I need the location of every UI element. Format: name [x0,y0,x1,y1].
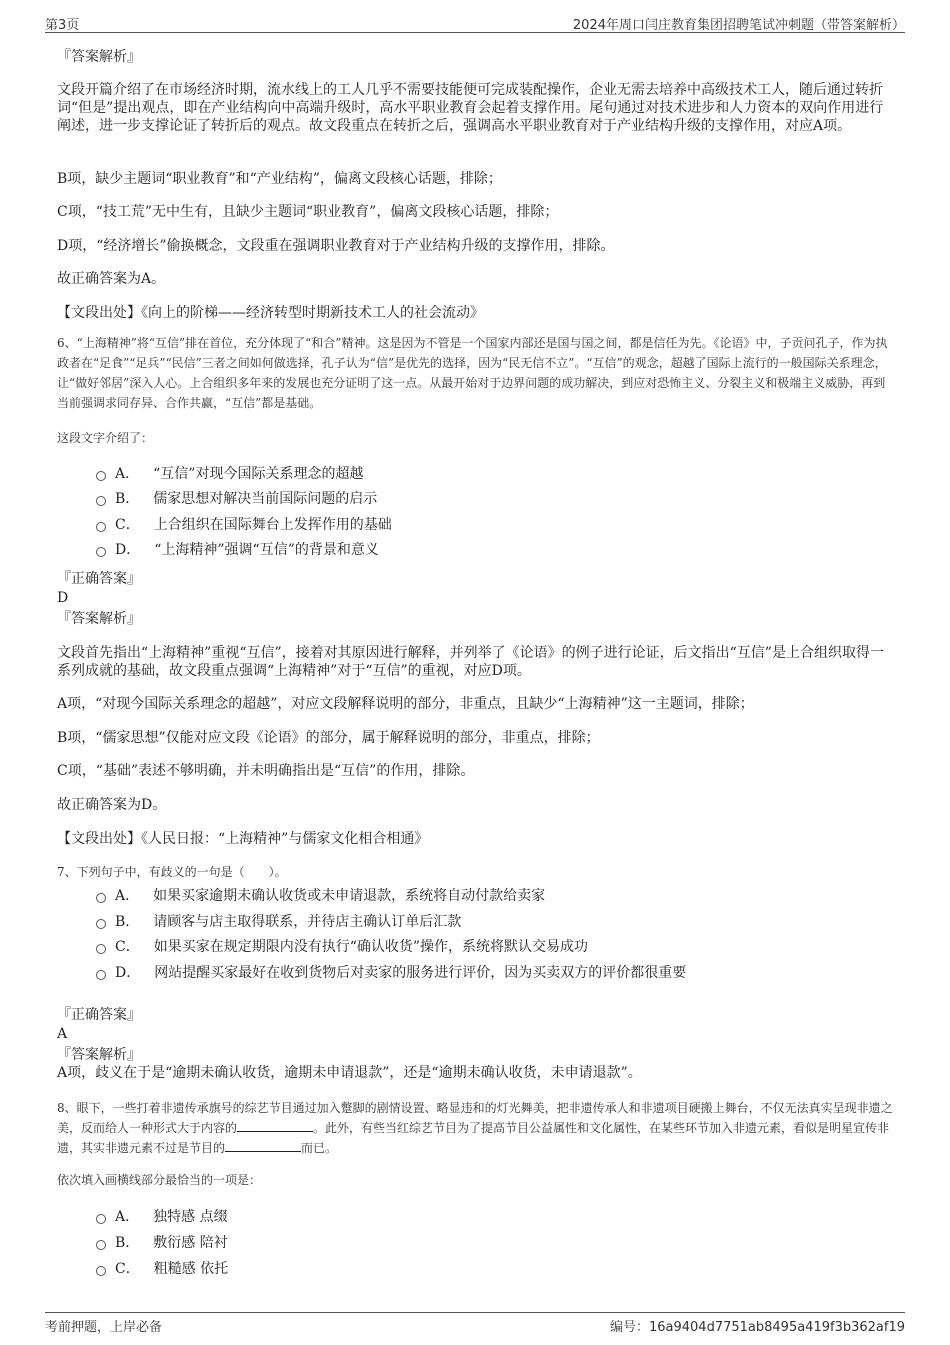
q7-option-d[interactable]: D． 网站提醒买家最好在收到货物后对卖家的服务进行评价，因为买卖双方的评价都很重要 [96,964,686,982]
q5-analysis-d: D项，“经济增长”偷换概念，文段重在强调职业教育对于产业结构升级的支撑作用，排除。 [57,238,615,254]
q7-analysis: A项，歧义在于是“逾期未确认收货，逾期未申请退款”，还是“逾期未确认收货，未申请退款”。 [57,1065,642,1081]
q7-answer-tag: 『正确答案』 [57,1007,141,1023]
q6-option-c[interactable]: C． 上合组织在国际舞台上发挥作用的基础 [96,516,392,534]
q6-analysis-tag: 『答案解析』 [57,611,141,627]
q7-option-b[interactable]: B． 请顾客与店主取得联系，并待店主确认订单后汇款 [96,913,461,931]
page-header [45,12,905,33]
q8-option-c[interactable]: C． 粗糙感 依托 [96,1260,228,1278]
fill-blank-1[interactable] [237,1119,313,1132]
document-id: 编号：16a9404d7751ab8495a419f3b362af19 [609,1320,905,1335]
radio-icon[interactable] [96,919,106,929]
q6-option-b[interactable]: B． 儒家思想对解决当前国际问题的启示 [96,490,377,508]
q6-answer-tag: 『正确答案』 [57,571,141,587]
q6-analysis-b: B项，“儒家思想”仅能对应文段《论语》的部分，属于解释说明的部分，非重点，排除； [57,730,600,746]
q7-stem: 7、下列句子中，有歧义的一句是（ ）。 [57,865,287,879]
q6-prompt: 这段文字介绍了： [57,431,154,445]
q7-option-c[interactable]: C． 如果买家在规定期限内没有执行“确认收货”操作，系统将默认交易成功 [96,938,588,956]
radio-icon[interactable] [96,496,106,506]
page-footer [45,1312,905,1333]
q6-analysis-para: 文段首先指出“上海精神”重视“互信”，接着对其原因进行解释，并列举了《论语》的例子进行论证，后文指出“互信”是上合组织取得一系列成就的基础，故文段重点强调“上海精神”对于“互信”的重视，对应D项。 [57,645,884,679]
q8-stem: 8、眼下，一些打着非遗传承旗号的综艺节目通过加入蹩脚的剧情设置、略显违和的灯光舞美，把非遗传承人和非遗项目硬搬上舞台，不仅无法真实呈现非遗之美，反而给人一种形式大于内容的 。此外，有些当红综艺节目为了提高节目公益属性和文化属性，在某些环节加入非遗元素，看似是明星宣传非遗，其实非遗元素不过是节目的 而已。 [57,1101,893,1155]
q6-source: 【文段出处】《人民日报：“上海精神”与儒家文化相合相通》 [57,831,429,847]
q8-option-b[interactable]: B． 敷衍感 陪衬 [96,1234,228,1252]
q5-conclusion: 故正确答案为A。 [57,271,166,287]
q5-analysis-para: 文段开篇介绍了在市场经济时期，流水线上的工人几乎不需要技能便可完成装配操作，企业无需去培养中高级技术工人，随后通过转折词“但是”提出观点，即在产业结构向中高端升级时，高水平职业教育会起着支撑作用。尾句通过对技术进步和人力资本的双向作用进行阐述，进一步支撑论证了转折后的观点。故文段重点在转折之后，强调高水平职业教育对于产业结构升级的支撑作用，对应A项。 [57,82,884,134]
radio-icon[interactable] [96,522,106,532]
footer-slogan: 考前押题，上岸必备 [45,1320,163,1335]
q7-option-a[interactable]: A． 如果买家逾期未确认收货或未申请退款，系统将自动付款给卖家 [96,887,545,905]
radio-icon[interactable] [96,893,106,903]
q6-analysis-c: C项，“基础”表述不够明确，并未明确指出是“互信”的作用，排除。 [57,763,475,779]
radio-icon[interactable] [96,1266,106,1276]
q6-answer: D [57,590,69,606]
q5-analysis-c: C项，“技工荒”无中生有，且缺少主题词“职业教育”，偏离文段核心话题，排除； [57,204,559,220]
q6-option-d[interactable]: D． “上海精神”强调“互信”的背景和意义 [96,541,379,559]
q6-stem: 6、“上海精神”将“互信”排在首位，充分体现了“和合”精神。这是因为不管是一个国家内部还是国与国之间，都是信任为先。《论语》中，子贡问孔子，作为执政者在“足食”“足兵”“民信”三者之间如何做选择，孔子认为“信”是优先的选择，因为“民无信不立”。“互信”的观念，超越了国际上流行的一般国际关系理念，让“做好邻居”深入人心。上合组织多年来的发展也充分证明了这一点。从最开始对于边界问题的成功解决，到应对恐怖主义、分裂主义和极端主义威胁，再到当前强调求同存异、合作共赢，“互信”都是基础。 [57,336,888,410]
q6-conclusion: 故正确答案为D。 [57,797,167,813]
radio-icon[interactable] [96,970,106,980]
radio-icon[interactable] [96,471,106,481]
q8-option-a[interactable]: A． 独特感 点缀 [96,1208,228,1226]
page-number: 第3页 [45,18,80,33]
q7-answer: A [57,1026,68,1042]
document-title: 2024年周口闫庄教育集团招聘笔试冲刺题（带答案解析） [572,18,905,33]
q6-analysis-a: A项，“对现今国际关系理念的超越”，对应文段解释说明的部分，非重点，且缺少“上海精神”这一主题词，排除； [57,696,754,712]
q8-prompt: 依次填入画横线部分最恰当的一项是： [57,1173,262,1187]
radio-icon[interactable] [96,547,106,557]
q6-option-a[interactable]: A． “互信”对现今国际关系理念的超越 [96,465,363,483]
q7-analysis-tag: 『答案解析』 [57,1047,141,1063]
q5-analysis-b: B项，缺少主题词“职业教育”和“产业结构”，偏离文段核心话题，排除； [57,171,502,187]
radio-icon[interactable] [96,1240,106,1250]
fill-blank-2[interactable] [225,1139,301,1152]
q5-source: 【文段出处】《向上的阶梯——经济转型时期新技术工人的社会流动》 [57,305,484,321]
radio-icon[interactable] [96,944,106,954]
q5-analysis-tag: 『答案解析』 [57,49,141,65]
radio-icon[interactable] [96,1214,106,1224]
